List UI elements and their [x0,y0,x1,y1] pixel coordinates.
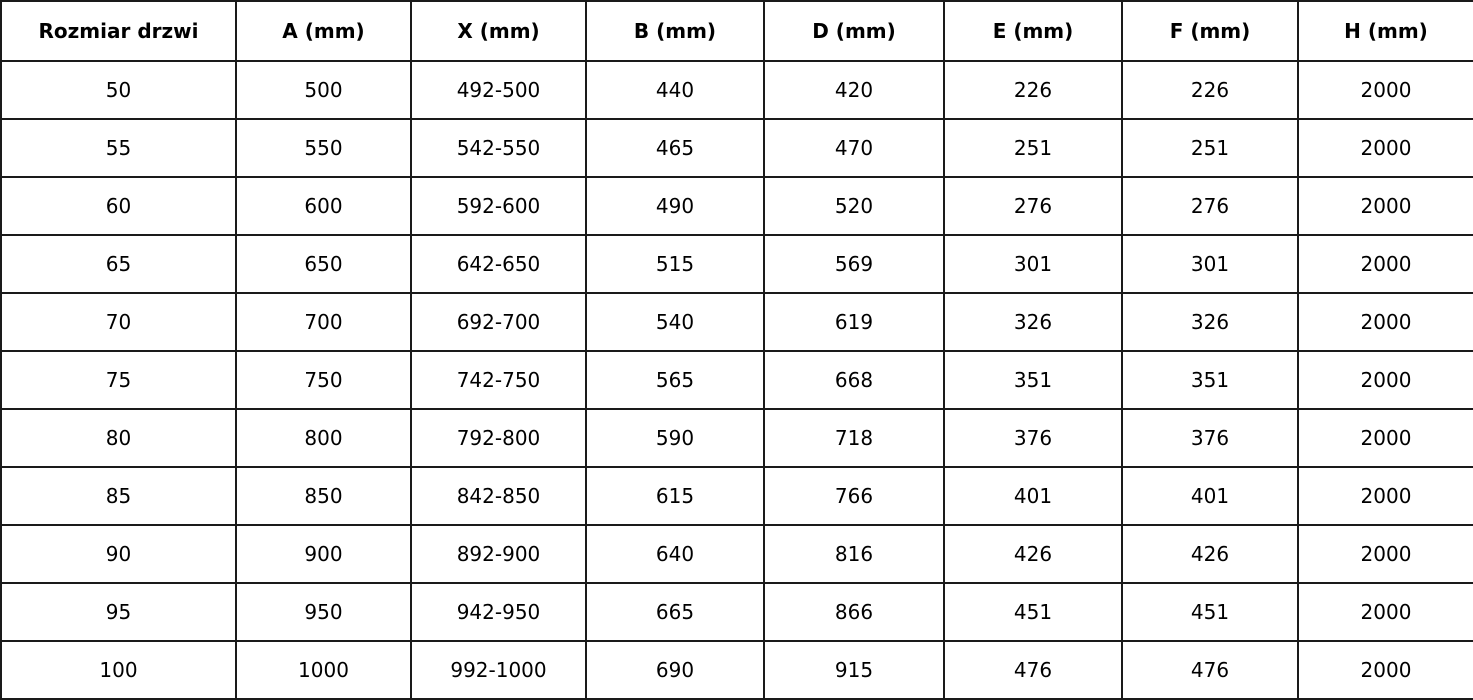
table-row [1,409,1473,467]
table-cell: 470 [764,119,944,177]
table-cell: 2000 [1298,119,1473,177]
table-cell: 2000 [1298,583,1473,641]
table-cell: 80 [1,409,236,467]
table-cell: 70 [1,293,236,351]
table-cell: 492-500 [411,61,586,119]
table-cell: 640 [586,525,764,583]
table-cell: 915 [764,641,944,699]
table-row [1,61,1473,119]
table-cell: 569 [764,235,944,293]
table-row [1,351,1473,409]
table-cell: 95 [1,583,236,641]
table-row [1,293,1473,351]
table-cell: 351 [944,351,1122,409]
table-cell: 75 [1,351,236,409]
table-row [1,177,1473,235]
column-header-door-size: Rozmiar drzwi [1,1,236,61]
table-cell: 642-650 [411,235,586,293]
table-cell: 426 [1122,525,1298,583]
table-cell: 800 [236,409,411,467]
table-cell: 600 [236,177,411,235]
table-cell: 842-850 [411,467,586,525]
table-cell: 592-600 [411,177,586,235]
table-cell: 690 [586,641,764,699]
table-cell: 451 [1122,583,1298,641]
column-header-f: F (mm) [1122,1,1298,61]
table-cell: 590 [586,409,764,467]
table-cell: 850 [236,467,411,525]
table-cell: 2000 [1298,467,1473,525]
table-header [1,1,1473,61]
table-cell: 2000 [1298,409,1473,467]
table-cell: 476 [944,641,1122,699]
table-cell: 766 [764,467,944,525]
table-cell: 85 [1,467,236,525]
table-cell: 750 [236,351,411,409]
table-cell: 619 [764,293,944,351]
table-cell: 226 [944,61,1122,119]
column-header-h: H (mm) [1298,1,1473,61]
column-header-x: X (mm) [411,1,586,61]
table-cell: 351 [1122,351,1298,409]
table-cell: 2000 [1298,61,1473,119]
table-cell: 950 [236,583,411,641]
table-cell: 520 [764,177,944,235]
table-cell: 420 [764,61,944,119]
column-header-d: D (mm) [764,1,944,61]
table-cell: 668 [764,351,944,409]
table-cell: 542-550 [411,119,586,177]
table-row [1,119,1473,177]
table-cell: 90 [1,525,236,583]
table-cell: 326 [944,293,1122,351]
table-cell: 615 [586,467,764,525]
table-cell: 376 [944,409,1122,467]
table-cell: 742-750 [411,351,586,409]
table-cell: 440 [586,61,764,119]
table-cell: 401 [944,467,1122,525]
table-cell: 2000 [1298,351,1473,409]
table-cell: 326 [1122,293,1298,351]
column-header-b: B (mm) [586,1,764,61]
table-cell: 718 [764,409,944,467]
table-row [1,641,1473,699]
table-cell: 992-1000 [411,641,586,699]
table-cell: 60 [1,177,236,235]
table-cell: 55 [1,119,236,177]
table-cell: 500 [236,61,411,119]
table-cell: 2000 [1298,293,1473,351]
table-cell: 550 [236,119,411,177]
table-cell: 490 [586,177,764,235]
table-cell: 276 [1122,177,1298,235]
table-cell: 2000 [1298,525,1473,583]
table-cell: 301 [1122,235,1298,293]
table-cell: 376 [1122,409,1298,467]
table-cell: 100 [1,641,236,699]
table-cell: 900 [236,525,411,583]
table-row [1,525,1473,583]
table-cell: 2000 [1298,235,1473,293]
table-row [1,583,1473,641]
table-row [1,467,1473,525]
table-body [1,61,1473,699]
table-cell: 65 [1,235,236,293]
table-row [1,235,1473,293]
table-cell: 692-700 [411,293,586,351]
table-cell: 792-800 [411,409,586,467]
table-cell: 301 [944,235,1122,293]
table-cell: 866 [764,583,944,641]
table-cell: 451 [944,583,1122,641]
table-cell: 401 [1122,467,1298,525]
table-cell: 665 [586,583,764,641]
table-cell: 565 [586,351,764,409]
table-cell: 50 [1,61,236,119]
table-cell: 650 [236,235,411,293]
table-cell: 476 [1122,641,1298,699]
table-cell: 251 [1122,119,1298,177]
table-cell: 251 [944,119,1122,177]
table-cell: 515 [586,235,764,293]
table-cell: 465 [586,119,764,177]
table-cell: 1000 [236,641,411,699]
table-cell: 700 [236,293,411,351]
column-header-e: E (mm) [944,1,1122,61]
table-cell: 942-950 [411,583,586,641]
table-cell: 276 [944,177,1122,235]
column-header-a: A (mm) [236,1,411,61]
table-cell: 426 [944,525,1122,583]
table-cell: 2000 [1298,177,1473,235]
table-header-row [1,1,1473,61]
table-cell: 892-900 [411,525,586,583]
table-cell: 2000 [1298,641,1473,699]
table-cell: 226 [1122,61,1298,119]
table-cell: 816 [764,525,944,583]
table-cell: 540 [586,293,764,351]
